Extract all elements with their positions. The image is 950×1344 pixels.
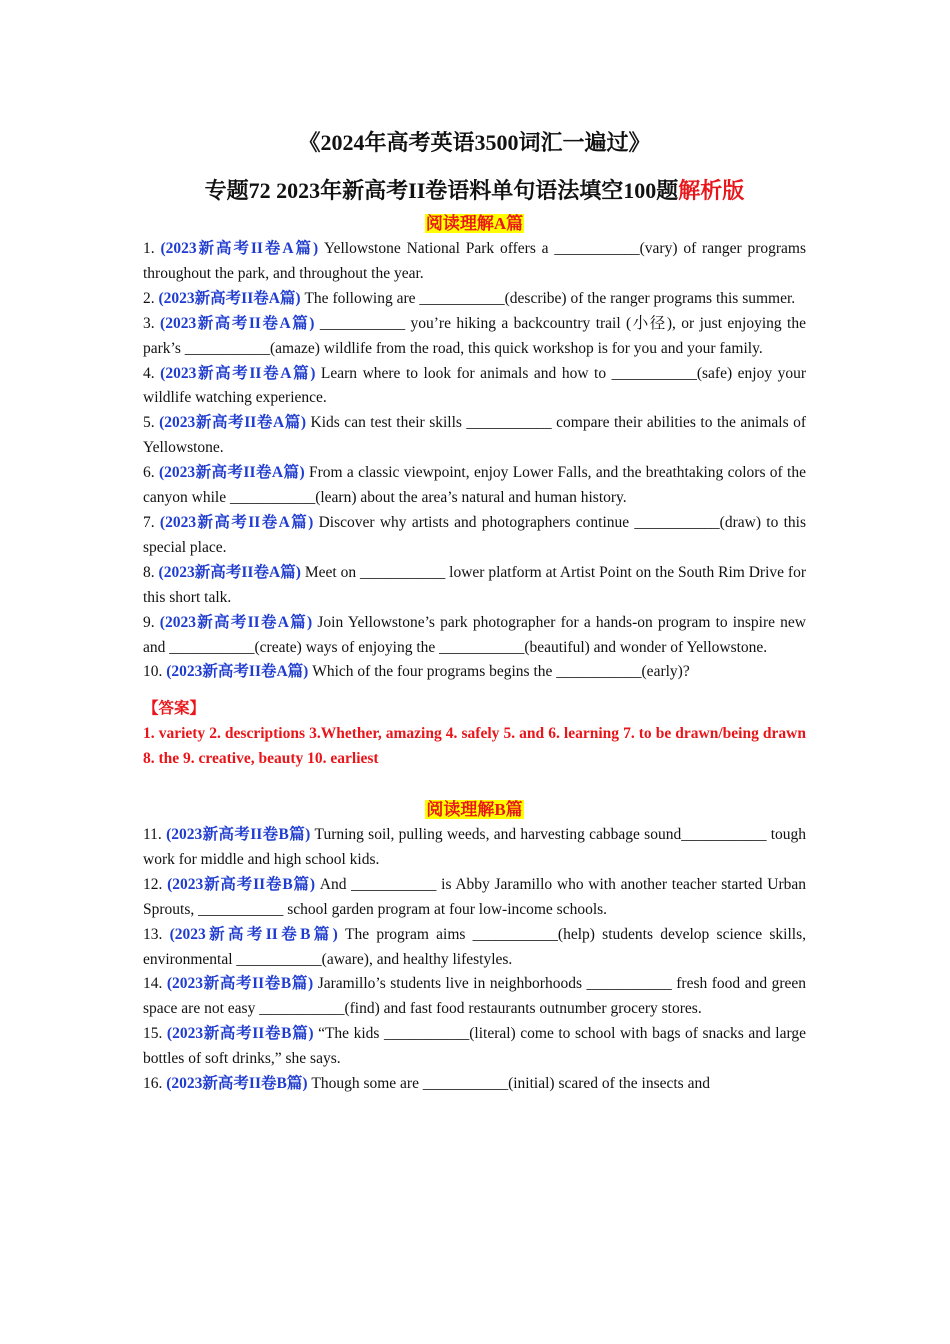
question-item: 7. (2023新高考II卷A篇) Discover why artists and photographers continue ___________(draw) to this special place. bbox=[143, 513, 807, 556]
question-source: (2023新高考II卷A篇) bbox=[160, 314, 315, 332]
question-source: (2023新高考II卷A篇) bbox=[159, 613, 313, 631]
document-title: 《2024年高考英语3500词汇一遍过》 bbox=[298, 130, 651, 155]
answer-text: 1. variety 2. descriptions 3.Whether, amazing 4. safely 5. and 6. learning 7. to be drawn/being drawn 8. the 9. creative, beauty 10. earliest bbox=[143, 725, 806, 768]
question-source: (2023新高考II卷B篇) bbox=[166, 1025, 314, 1043]
section-b-heading: 阅读理解B篇 bbox=[426, 800, 523, 820]
question-source: (2023新高考II卷A篇) bbox=[158, 464, 305, 482]
question-source: (2023新高考II卷A篇) bbox=[166, 663, 309, 681]
answer-label: 【答案】 bbox=[143, 700, 206, 718]
question-source: (2023新高考II卷A篇) bbox=[160, 240, 319, 257]
subtitle-main: 专题72 2023年新高考II卷语料单句语法填空100题 bbox=[204, 178, 679, 203]
question-source: (2023新高考II卷A篇) bbox=[160, 364, 316, 382]
section-a-heading: 阅读理解A篇 bbox=[425, 214, 524, 233]
question-source: (2023新高考II卷B篇) bbox=[169, 925, 338, 943]
question-item: 5. (2023新高考II卷A篇) Kids can test their skills ___________ compare their abilities to the animals of Yellowstone. bbox=[143, 414, 806, 457]
question-item: 11. (2023新高考II卷B篇) Turning soil, pulling weeds, and harvesting cabbage sound___________ tough work for middle and high school kids. bbox=[143, 826, 807, 868]
question-source: (2023新高考II卷A篇) bbox=[159, 414, 307, 432]
document-content bbox=[143, 128, 806, 1097]
question-source: (2023新高考II卷B篇) bbox=[166, 1075, 308, 1093]
question-item: 1. (2023新高考II卷A篇) Yellowstone National Park offers a ___________(vary) of ranger programs throughout the park, and throughout the year. bbox=[143, 240, 806, 282]
section-a-items bbox=[143, 237, 806, 685]
question-item: 8. (2023新高考II卷A篇) Meet on ___________ lower platform at Artist Point on the South Rim Drive for this short talk. bbox=[143, 563, 806, 606]
document-subtitle bbox=[143, 176, 806, 206]
question-item: 4. (2023新高考II卷A篇) Learn where to look for animals and how to ___________(safe) enjoy your wildlife watching experience. bbox=[143, 364, 807, 407]
question-source: (2023新高考II卷A篇) bbox=[158, 563, 301, 581]
section-b-items bbox=[143, 823, 806, 1097]
question-item: 12. (2023新高考II卷B篇) And ___________ is Abby Jaramillo who with another teacher started Urban Sprouts, ___________ school garden program at four low-income schools. bbox=[143, 875, 806, 918]
section-spacer bbox=[143, 772, 806, 796]
question-item: 9. (2023新高考II卷A篇) Join Yellowstone’s park photographer for a hands-on program to inspire new and ___________(create) ways of enjoying the ___________(beautiful) and wonder of Yellowstone. bbox=[143, 613, 806, 656]
question-item: 13. (2023新高考II卷B篇) The program aims ___________(help) students develop science skills, environmental ___________(aware), and healthy lifestyles. bbox=[143, 925, 806, 968]
subtitle-red-tag: 解析版 bbox=[678, 178, 745, 203]
question-item: 3. (2023新高考II卷A篇) ___________ you’re hiking a backcountry trail (小径), or just enjoying the park’s ___________(amaze) wildlife from the road, this quick workshop is for you and your family. bbox=[143, 314, 806, 357]
question-source: (2023新高考II卷B篇) bbox=[166, 826, 311, 844]
question-item: 2. (2023新高考II卷A篇) The following are ___________(describe) of the ranger programs this summer. bbox=[143, 289, 796, 307]
question-item: 14. (2023新高考II卷B篇) Jaramillo’s students live in neighborhoods ___________ fresh food and green space are not easy ___________(find) and fast food restaurants outnumber grocery stores. bbox=[143, 975, 807, 1018]
question-source: (2023新高考II卷A篇) bbox=[158, 289, 301, 307]
question-source: (2023新高考II卷B篇) bbox=[167, 875, 316, 893]
question-source: (2023新高考II卷B篇) bbox=[166, 975, 314, 993]
question-item: 16. (2023新高考II卷B篇) Though some are ___________(initial) scared of the insects and bbox=[143, 1075, 710, 1093]
question-item: 6. (2023新高考II卷A篇) From a classic viewpoint, enjoy Lower Falls, and the breathtaking colors of the canyon while ___________(learn) about the area’s natural and human history. bbox=[143, 464, 806, 507]
question-item: 10. (2023新高考II卷A篇) Which of the four programs begins the ___________(early)? bbox=[143, 663, 690, 681]
question-item: 15. (2023新高考II卷B篇) “The kids ___________(literal) come to school with bags of snacks and large bottles of soft drinks,” she says. bbox=[143, 1025, 806, 1068]
question-source: (2023新高考II卷A篇) bbox=[159, 513, 314, 531]
